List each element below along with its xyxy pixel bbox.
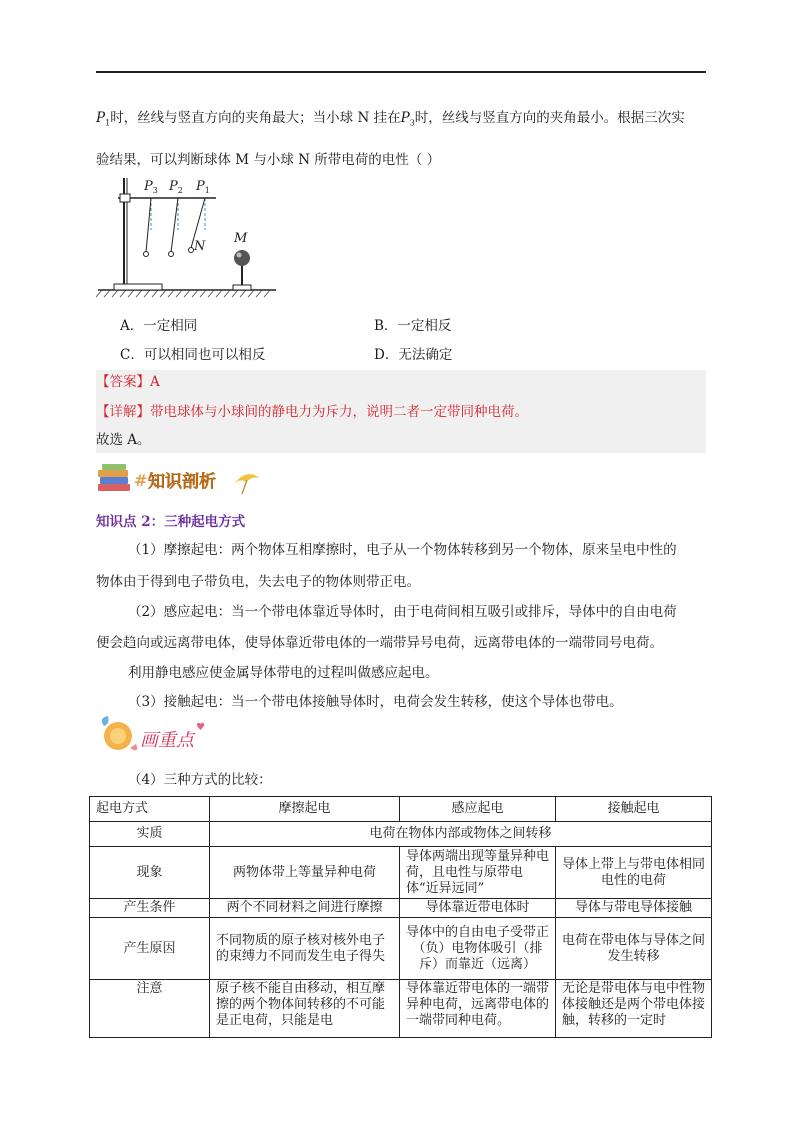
pendulum-figure: [96, 170, 286, 300]
fig-n-label: N: [194, 239, 206, 254]
p1-label: $P_1$: [96, 110, 111, 128]
table-cell: 产生原因: [90, 918, 210, 980]
table-cell: 两个不同材料之间进行摩擦: [210, 899, 400, 918]
table-row: [90, 918, 712, 980]
question-line-2: 验结果，可以判断球体 M 与小球 N 所带电荷的电性（ ）: [96, 152, 441, 168]
fig-p1-label: $P_1$: [196, 179, 210, 195]
table-cell: 电荷在带电体与导体之间发生转移: [556, 918, 712, 980]
table-cell: 导体靠近带电体时: [400, 899, 556, 918]
table-row: [90, 847, 712, 899]
para-induction-3: 利用静电感应使金属导体带电的过程叫做感应起电。: [128, 665, 439, 681]
knowledge-title: 知识点 2：三种起电方式: [96, 514, 246, 530]
svg-text:#: #: [134, 471, 148, 490]
section-banner-text: 知识剖析: [148, 472, 216, 492]
table-header-cell: 摩擦起电: [210, 797, 400, 822]
books-icon: [98, 464, 130, 491]
umbrella-icon: [234, 474, 260, 494]
table-header-row: [90, 797, 712, 822]
conclusion-line: 故选 A。: [96, 432, 151, 448]
p3-label: $P_3$: [400, 110, 415, 128]
question-line-1: $P_1$时，丝线与竖直方向的夹角最大；当小球 N 挂在$P_3$时，丝线与竖直方向的夹角最小。根据三次实: [96, 110, 685, 128]
table-cell: 导体上带上与带电体相同电性的电荷: [556, 847, 712, 899]
detail-line: [96, 402, 528, 422]
table-cell: 现象: [90, 847, 210, 899]
option-d: D．无法确定: [374, 347, 453, 363]
flower-icon: [102, 716, 137, 750]
table-row-essence: [90, 822, 712, 847]
highlight-banner: [96, 712, 246, 762]
para-contact: （3）接触起电：当一个带电体接触导体时，电荷会发生转移，使这个导体也带电。: [128, 694, 623, 710]
answer-box: [96, 370, 706, 453]
table-cell: 导体靠近带电体的一端带异种电荷，远离带电体的一端带同种电荷。: [400, 980, 556, 1038]
table-cell: 产生条件: [90, 899, 210, 918]
table-cell: 两物体带上等量异种电荷: [210, 847, 400, 899]
option-b: B．一定相反: [374, 318, 452, 334]
fig-p3-label: $P_3$: [144, 179, 158, 195]
section-banner: [96, 460, 296, 500]
svg-text:♥: ♥: [196, 722, 205, 733]
table-cell: 无论是带电体与电中性物体接触还是两个带电体接触，转移的一定时: [556, 980, 712, 1038]
table-header-cell: 起电方式: [90, 797, 210, 822]
para-compare: （4）三种方式的比较：: [128, 772, 272, 788]
table-header-cell: 接触起电: [556, 797, 712, 822]
para-friction-1: （1）摩擦起电：两个物体互相摩擦时，电子从一个物体转移到另一个物体，原来呈电中性的: [128, 542, 677, 558]
header-rule: [96, 71, 706, 73]
highlight-banner-text: 画重点: [140, 730, 194, 751]
option-a: A．一定相同: [120, 318, 198, 334]
table-cell: 不同物质的原子核对核外电子的束缚力不同而发生电子得失: [210, 918, 400, 980]
table-header-cell: 感应起电: [400, 797, 556, 822]
table-cell: 导体中的自由电子受带正（负）电物体吸引（排斥）而靠近（远离）: [400, 918, 556, 980]
answer-line: [96, 372, 160, 392]
detail-tag: 【详解】: [96, 404, 150, 420]
fig-p2-label: $P_2$: [169, 179, 183, 195]
table-cell: 导体两端出现等量异种电荷，且电性与原带电体“近异远同”: [400, 847, 556, 899]
para-induction-1: （2）感应起电：当一个带电体靠近导体时，由于电荷间相互吸引或排斥，导体中的自由电荷: [128, 604, 677, 620]
table-row: [90, 899, 712, 918]
detail-text: 带电球体与小球间的静电力为斥力，说明二者一定带同种电荷。: [150, 404, 528, 420]
option-c: C．可以相同也可以相反: [120, 347, 266, 363]
table-cell: 注意: [90, 980, 210, 1038]
para-induction-2: 便会趋向或远离带电体，使导体靠近带电体的一端带异号电荷，远离带电体的一端带同号电荷。: [96, 635, 663, 651]
table-row: [90, 980, 712, 1038]
table-cell: 导体与带电导体接触: [556, 899, 712, 918]
table-cell-merged: 电荷在物体内部或物体之间转移: [210, 822, 712, 847]
answer-tag: 【答案】: [96, 374, 150, 390]
table-cell: 原子核不能自由移动，相互摩擦的两个物体间转移的不可能是正电荷，只能是电: [210, 980, 400, 1038]
para-friction-2: 物体由于得到电子带负电，失去电子的物体则带正电。: [96, 574, 420, 590]
comparison-table: [89, 796, 712, 1038]
table-cell: 实质: [90, 822, 210, 847]
fig-m-label: M: [234, 231, 248, 246]
answer-value: A: [150, 374, 160, 390]
